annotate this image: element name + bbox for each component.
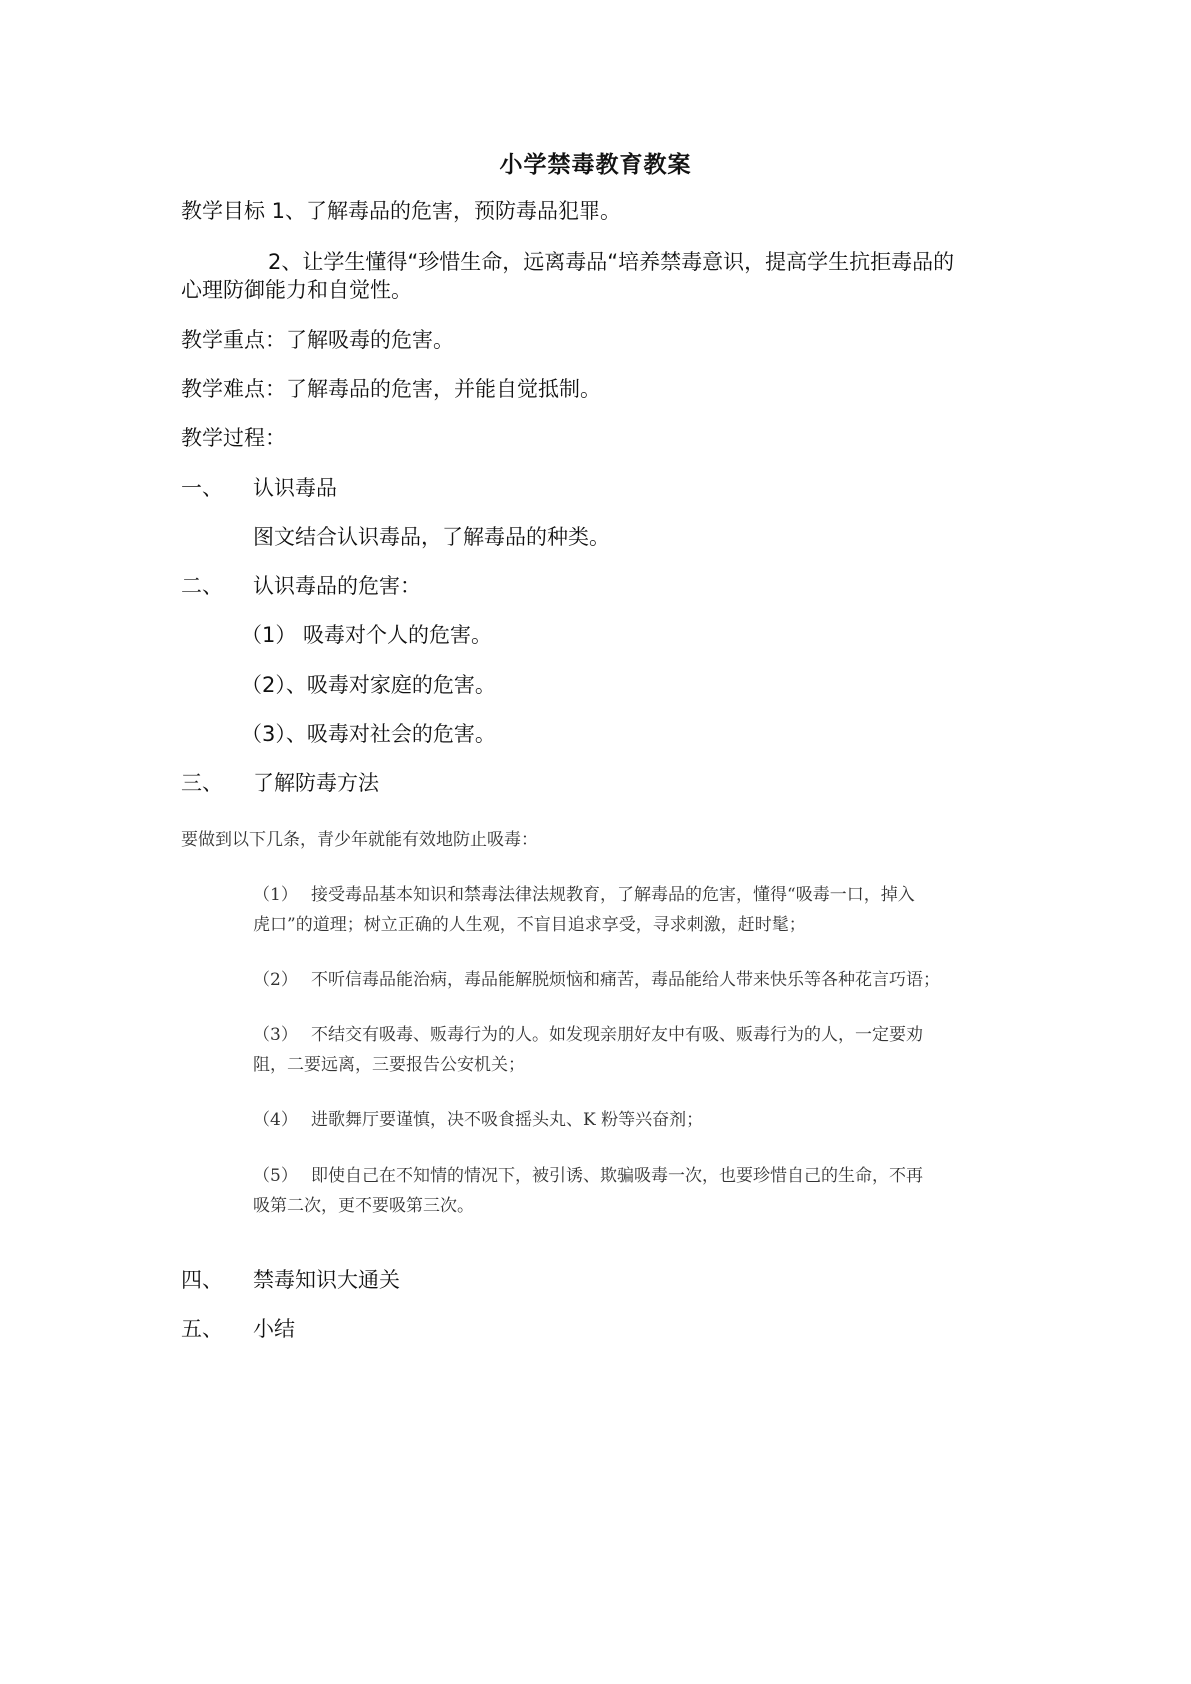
section-5-heading xyxy=(181,1316,295,1342)
section-4-heading xyxy=(181,1267,400,1293)
section-1-heading xyxy=(181,475,337,501)
objective-1: 教学目标 1、了解毒品的危害，预防毒品犯罪。 xyxy=(181,199,622,223)
key-point: 教学重点：了解吸毒的危害。 xyxy=(181,328,454,352)
section-2-title: 认识毒品的危害： xyxy=(253,574,421,598)
method-5-tag: （5） xyxy=(253,1166,298,1186)
section-3-title: 了解防毒方法 xyxy=(253,771,379,795)
section-2-number: 二、 xyxy=(181,574,223,598)
method-1 xyxy=(253,880,1013,940)
section-4-title: 禁毒知识大通关 xyxy=(253,1268,400,1292)
method-4 xyxy=(253,1105,1013,1135)
section-2-item-1: （1） 吸毒对个人的危害。 xyxy=(241,623,493,647)
section-2-item-3: （3）、吸毒对社会的危害。 xyxy=(241,722,496,746)
section-4-number: 四、 xyxy=(181,1268,223,1292)
method-3-line-2: 阻，二要远离，三要报告公安机关； xyxy=(253,1055,525,1075)
objective-2-line-2: 心理防御能力和自觉性。 xyxy=(181,278,412,302)
section-1-detail: 图文结合认识毒品，了解毒品的种类。 xyxy=(253,525,610,549)
method-2 xyxy=(253,965,1013,995)
process-label: 教学过程： xyxy=(181,426,286,450)
section-1-title: 认识毒品 xyxy=(253,476,337,500)
difficult-point: 教学难点：了解毒品的危害，并能自觉抵制。 xyxy=(181,377,601,401)
method-1-line-2: 虎口”的道理；树立正确的人生观，不盲目追求享受，寻求刺激，赶时髦； xyxy=(253,915,806,935)
document-title: 小学禁毒教育教案 xyxy=(499,152,692,178)
method-1-tag: （1） xyxy=(253,885,298,905)
objective-2-line-1: 2、让学生懂得“珍惜生命，远离毒品“培养禁毒意识，提高学生抗拒毒品的 xyxy=(268,250,955,274)
method-4-tag: （4） xyxy=(253,1110,298,1130)
method-1-line-1: 接受毒品基本知识和禁毒法律法规教育，了解毒品的危害，懂得“吸毒一口，掉入 xyxy=(311,885,915,905)
method-4-line-1: 进歌舞厅要谨慎，决不吸食摇头丸、K 粉等兴奋剂； xyxy=(311,1110,704,1130)
method-3-line-1: 不结交有吸毒、贩毒行为的人。如发现亲朋好友中有吸、贩毒行为的人，一定要劝 xyxy=(311,1025,923,1045)
section-3-heading xyxy=(181,770,379,796)
section-3-intro: 要做到以下几条，青少年就能有效地防止吸毒： xyxy=(181,830,538,850)
method-5 xyxy=(253,1161,1013,1221)
section-5-title: 小结 xyxy=(253,1317,295,1341)
method-5-line-1: 即使自己在不知情的情况下，被引诱、欺骗吸毒一次，也要珍惜自己的生命，不再 xyxy=(311,1166,923,1186)
method-2-tag: （2） xyxy=(253,970,298,990)
method-2-line-1: 不听信毒品能治病，毒品能解脱烦恼和痛苦，毒品能给人带来快乐等各种花言巧语； xyxy=(311,970,940,990)
method-3 xyxy=(253,1020,1013,1080)
section-5-number: 五、 xyxy=(181,1317,223,1341)
method-5-line-2: 吸第二次，更不要吸第三次。 xyxy=(253,1196,474,1216)
method-3-tag: （3） xyxy=(253,1025,298,1045)
section-2-item-2: （2）、吸毒对家庭的危害。 xyxy=(241,673,496,697)
section-3-number: 三、 xyxy=(181,771,223,795)
section-2-heading xyxy=(181,573,421,599)
section-1-number: 一、 xyxy=(181,476,223,500)
